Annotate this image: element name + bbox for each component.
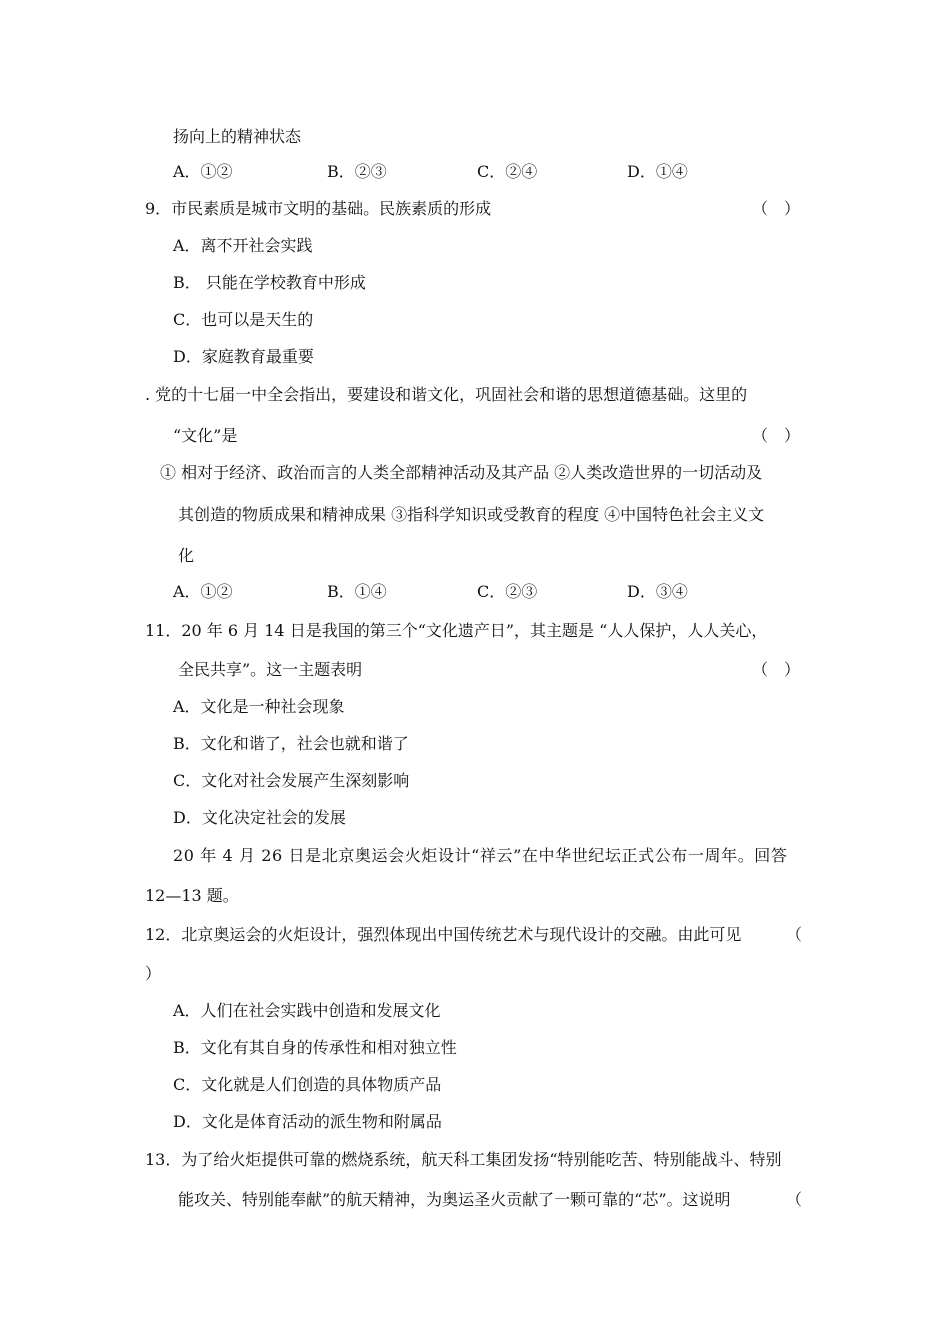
- passage-intro-line1: 20 年 4 月 26 日是北京奥运会火炬设计“祥云”在中华世纪坛正式公布一周年。回答: [173, 846, 788, 865]
- q11-stem-line1: 11．20 年 6 月 14 日是我国的第三个“文化遗产日”，其主题是 “人人保护，人人关心，: [145, 621, 768, 640]
- q13-stem-line2: 能攻关、特别能奉献”的航天精神，为奥运圣火贡献了一颗可靠的“芯”。这说明: [178, 1190, 731, 1209]
- q8-stem-continuation: 扬向上的精神状态: [173, 127, 302, 146]
- q9-answer-paren: （ ）: [752, 199, 801, 218]
- q13-stem-line1: 13．为了给火炬提供可靠的燃烧系统，航天科工集团发扬“特别能吃苦、特别能战斗、特别: [145, 1150, 782, 1169]
- q9-stem: 9．市民素质是城市文明的基础。民族素质的形成: [145, 199, 492, 218]
- q11-answer-paren: （ ）: [752, 660, 801, 679]
- q10-statements-line2: 其创造的物质成果和精神成果 ③指科学知识或受教育的程度 ④中国特色社会主义文: [178, 505, 765, 524]
- q12-option-c: C．文化就是人们创造的具体物质产品: [173, 1075, 442, 1094]
- q13-answer-paren-open: （: [786, 1190, 803, 1209]
- q8-option-c: C．②④: [477, 162, 538, 181]
- q8-options: [173, 162, 688, 182]
- q10-stem-line2: “文化”是: [173, 426, 238, 445]
- q11-option-d: D．文化决定社会的发展: [173, 808, 346, 827]
- q9-option-d: D．家庭教育最重要: [173, 347, 314, 366]
- q9-option-c: C．也可以是天生的: [173, 310, 314, 329]
- q10-statements-line1: ① 相对于经济、政治而言的人类全部精神活动及其产品 ②人类改造世界的一切活动及: [160, 463, 763, 482]
- q12-answer-paren-close: ）: [145, 964, 162, 983]
- q10-option-b: B．①④: [327, 582, 387, 601]
- q8-option-b: B．②③: [327, 162, 387, 181]
- passage-intro-line2: 12—13 题。: [145, 886, 239, 905]
- q10-statements-line3: 化: [178, 546, 195, 565]
- q11-option-a: A．文化是一种社会现象: [173, 697, 345, 716]
- q10-options: [173, 582, 688, 602]
- q11-option-c: C．文化对社会发展产生深刻影响: [173, 771, 410, 790]
- q10-option-d: D．③④: [627, 582, 688, 601]
- q12-option-b: B．文化有其自身的传承性和相对独立性: [173, 1038, 457, 1057]
- q10-option-a: A．①②: [173, 582, 233, 601]
- q9-option-a: A．离不开社会实践: [173, 236, 313, 255]
- q10-stem-line1: . 党的十七届一中全会指出，要建设和谐文化，巩固社会和谐的思想道德基础。这里的: [145, 385, 748, 404]
- q11-stem-line2: 全民共享”。这一主题表明: [178, 660, 363, 679]
- q12-option-d: D．文化是体育活动的派生物和附属品: [173, 1112, 442, 1131]
- q12-stem: 12．北京奥运会的火炬设计，强烈体现出中国传统艺术与现代设计的交融。由此可见: [145, 925, 742, 944]
- q9-option-b: B． 只能在学校教育中形成: [173, 273, 366, 292]
- q8-option-d: D．①④: [627, 162, 688, 181]
- q12-answer-paren-open: （: [786, 925, 803, 944]
- q11-option-b: B．文化和谐了，社会也就和谐了: [173, 734, 409, 753]
- q10-option-c: C．②③: [477, 582, 538, 601]
- q10-answer-paren: （ ）: [752, 426, 801, 445]
- q12-option-a: A．人们在社会实践中创造和发展文化: [173, 1001, 441, 1020]
- q8-option-a: A．①②: [173, 162, 233, 181]
